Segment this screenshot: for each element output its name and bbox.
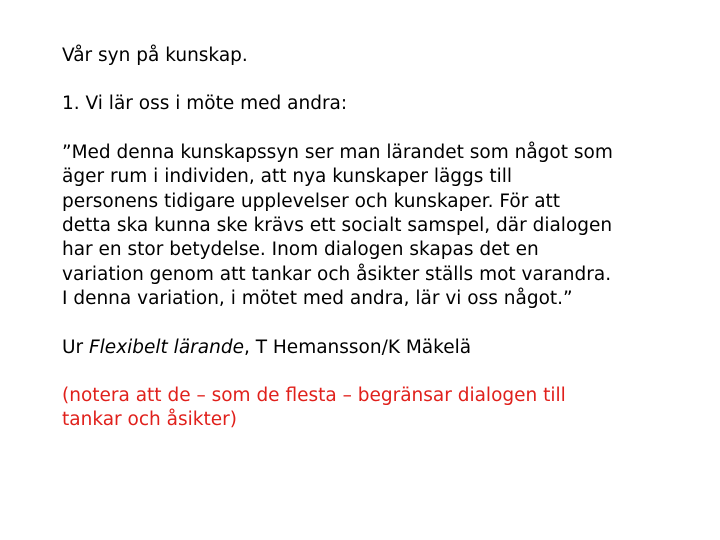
source-work-title: Flexibelt lärande: [89, 336, 244, 358]
source-prefix: Ur: [62, 336, 90, 358]
slide-title: Vår syn på kunskap.: [62, 45, 248, 66]
point-heading: 1. Vi lär oss i möte med andra:: [62, 93, 348, 115]
spacer: [62, 117, 672, 141]
slide-content: [62, 44, 672, 433]
quote-line: ”Med denna kunskapssyn ser man lärandet som något som: [62, 141, 613, 163]
quote-line: variation genom att tankar och åsikter ställs mot varandra.: [62, 263, 612, 285]
quote-line: personens tidigare upplevelser och kunskaper. För att: [62, 190, 561, 212]
quote-line: äger rum i individen, att nya kunskaper läggs till: [62, 166, 512, 188]
source-citation: [62, 336, 672, 360]
spacer: [62, 68, 672, 92]
spacer: [62, 312, 672, 336]
quote-line: detta ska kunna ske krävs ett socialt samspel, där dialogen: [62, 215, 613, 237]
source-authors: , T Hemansson/K Mäkelä: [243, 336, 472, 358]
spacer: [62, 360, 672, 384]
note-line: tankar och åsikter): [62, 409, 237, 431]
quote-line: har en stor betydelse. Inom dialogen skapas det en: [62, 239, 539, 261]
quote-line: I denna variation, i mötet med andra, lär vi oss något.”: [62, 288, 573, 310]
note-block: [62, 384, 672, 433]
quote-block: [62, 141, 672, 312]
note-line: (notera att de – som de flesta – begränsar dialogen till: [62, 385, 566, 407]
